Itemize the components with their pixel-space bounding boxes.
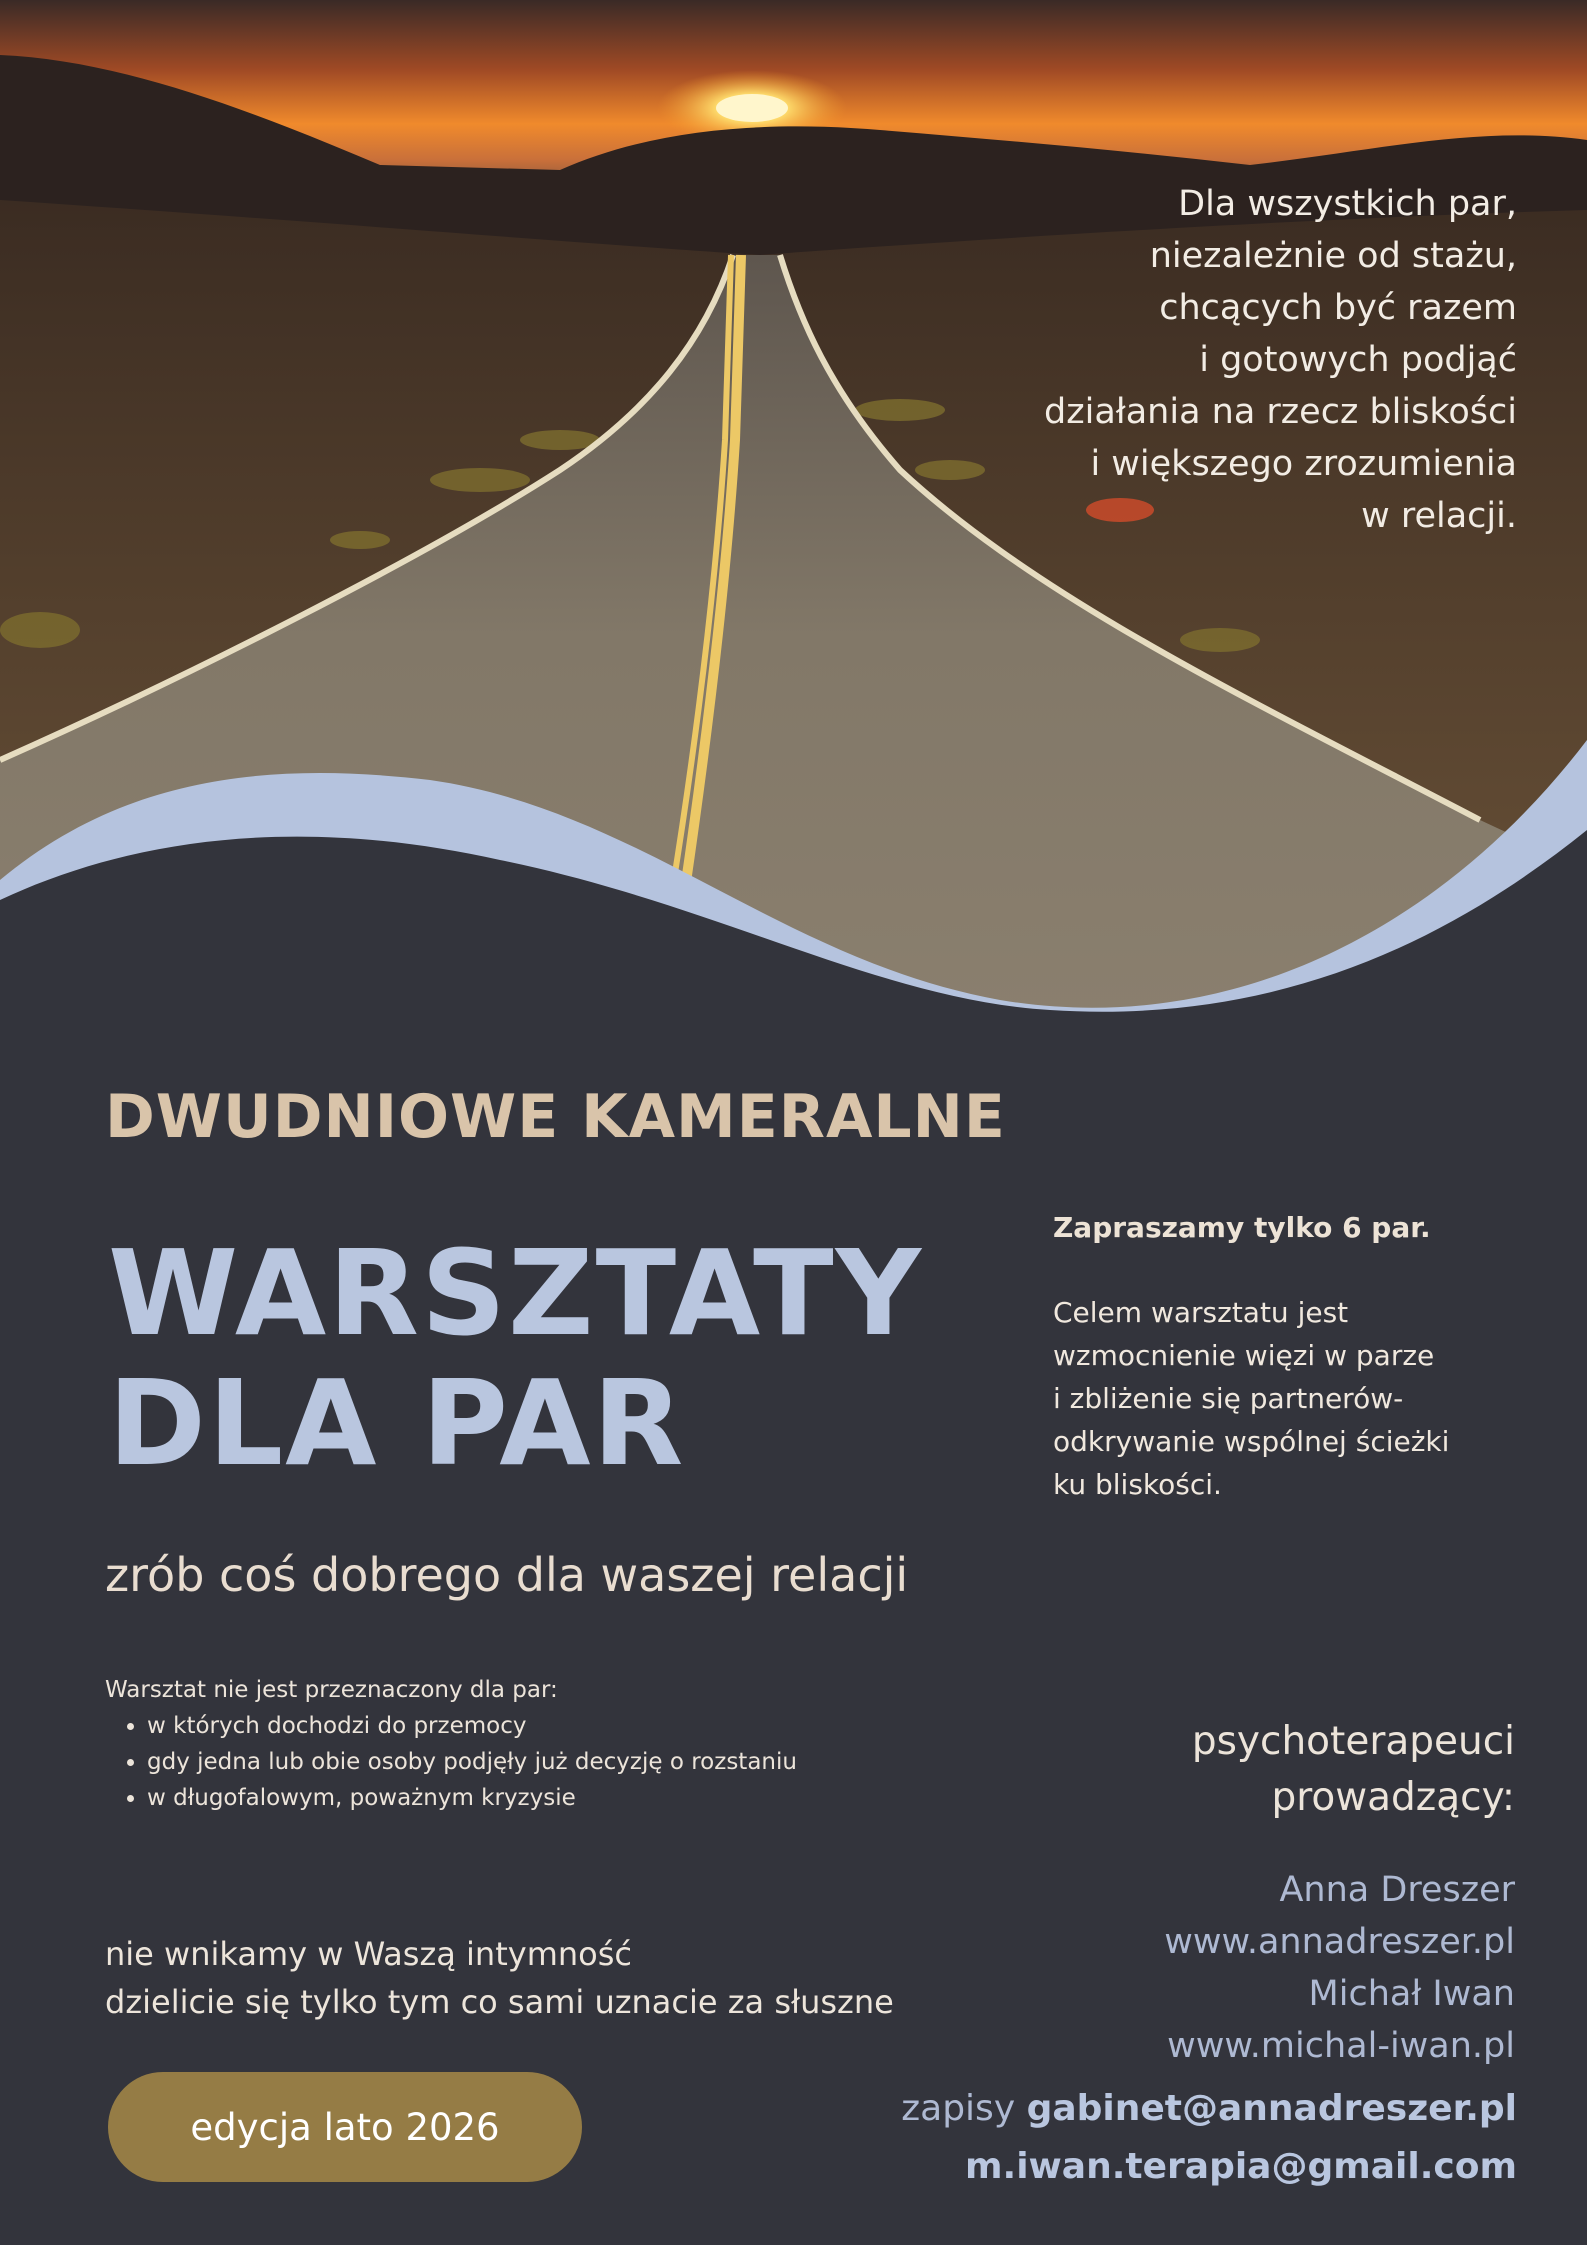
- intro-line: w relacji.: [1361, 496, 1517, 536]
- email-link-2[interactable]: m.iwan.terapia@gmail.com: [965, 2146, 1517, 2187]
- therapist-name: Michał Iwan: [1308, 1974, 1515, 2014]
- headline-line-1: WARSZTATY: [108, 1224, 924, 1362]
- goal-line: ku bliskości.: [1053, 1468, 1222, 1501]
- goal-line: wzmocnienie więzi w parze: [1053, 1339, 1435, 1372]
- privacy-line-1: nie wnikamy w Waszą intymność: [105, 1935, 632, 1973]
- list-item: • w których dochodzi do przemocy: [147, 1708, 797, 1744]
- intro-text: [877, 178, 1517, 542]
- therapist-name: Anna Dreszer: [1279, 1870, 1515, 1910]
- therapist-website-link[interactable]: www.michal-iwan.pl: [1167, 2026, 1515, 2066]
- intro-line: i większego zrozumienia: [1090, 444, 1517, 484]
- therapists-heading: [915, 1714, 1515, 1826]
- intro-line: i gotowych podjąć: [1199, 340, 1517, 380]
- signup-row-2: [717, 2138, 1517, 2196]
- therapists: [915, 1714, 1515, 2072]
- therapists-list: [915, 1864, 1515, 2072]
- workshop-description: [1053, 1206, 1523, 1506]
- intro-line: chcących być razem: [1159, 288, 1517, 328]
- workshop-goal: [1053, 1291, 1523, 1506]
- intro-line: Dla wszystkich par,: [1178, 184, 1517, 224]
- goal-line: Celem warsztatu jest: [1053, 1296, 1349, 1329]
- goal-line: odkrywanie wspólnej ścieżki: [1053, 1425, 1450, 1458]
- edition-badge: edycja lato 2026: [108, 2072, 582, 2182]
- invitation-lead: Zapraszamy tylko 6 par.: [1053, 1211, 1431, 1244]
- intro-line: działania na rzecz bliskości: [1044, 392, 1517, 432]
- signup-row-1: [717, 2080, 1517, 2138]
- intro-line: niezależnie od stażu,: [1149, 236, 1517, 276]
- email-link-1[interactable]: gabinet@annadreszer.pl: [1026, 2088, 1517, 2129]
- signup-contact: [717, 2080, 1517, 2196]
- main-headline: [108, 1224, 924, 1492]
- tagline: zrób coś dobrego dla waszej relacji: [105, 1548, 909, 1602]
- list-item: • w długofalowym, poważnym kryzysie: [147, 1780, 797, 1816]
- exclusions-intro: Warsztat nie jest przeznaczony dla par:: [105, 1677, 558, 1703]
- privacy-note: [105, 1930, 894, 2026]
- therapists-heading-line-2: prowadzący:: [1271, 1775, 1515, 1820]
- signup-label: zapisy: [901, 2088, 1027, 2129]
- therapist-website-link[interactable]: www.annadreszer.pl: [1164, 1922, 1515, 1962]
- kicker-title: DWUDNIOWE KAMERALNE: [105, 1082, 1006, 1152]
- list-item: • gdy jedna lub obie osoby podjęły już decyzję o rozstaniu: [147, 1744, 797, 1780]
- privacy-line-2: dzielicie się tylko tym co sami uznacie za słuszne: [105, 1983, 894, 2021]
- goal-line: i zbliżenie się partnerów-: [1053, 1382, 1404, 1415]
- exclusions: [105, 1672, 797, 1816]
- exclusions-list: [105, 1708, 797, 1816]
- headline-line-2: DLA PAR: [108, 1354, 686, 1492]
- therapists-heading-line-1: psychoterapeuci: [1191, 1719, 1515, 1764]
